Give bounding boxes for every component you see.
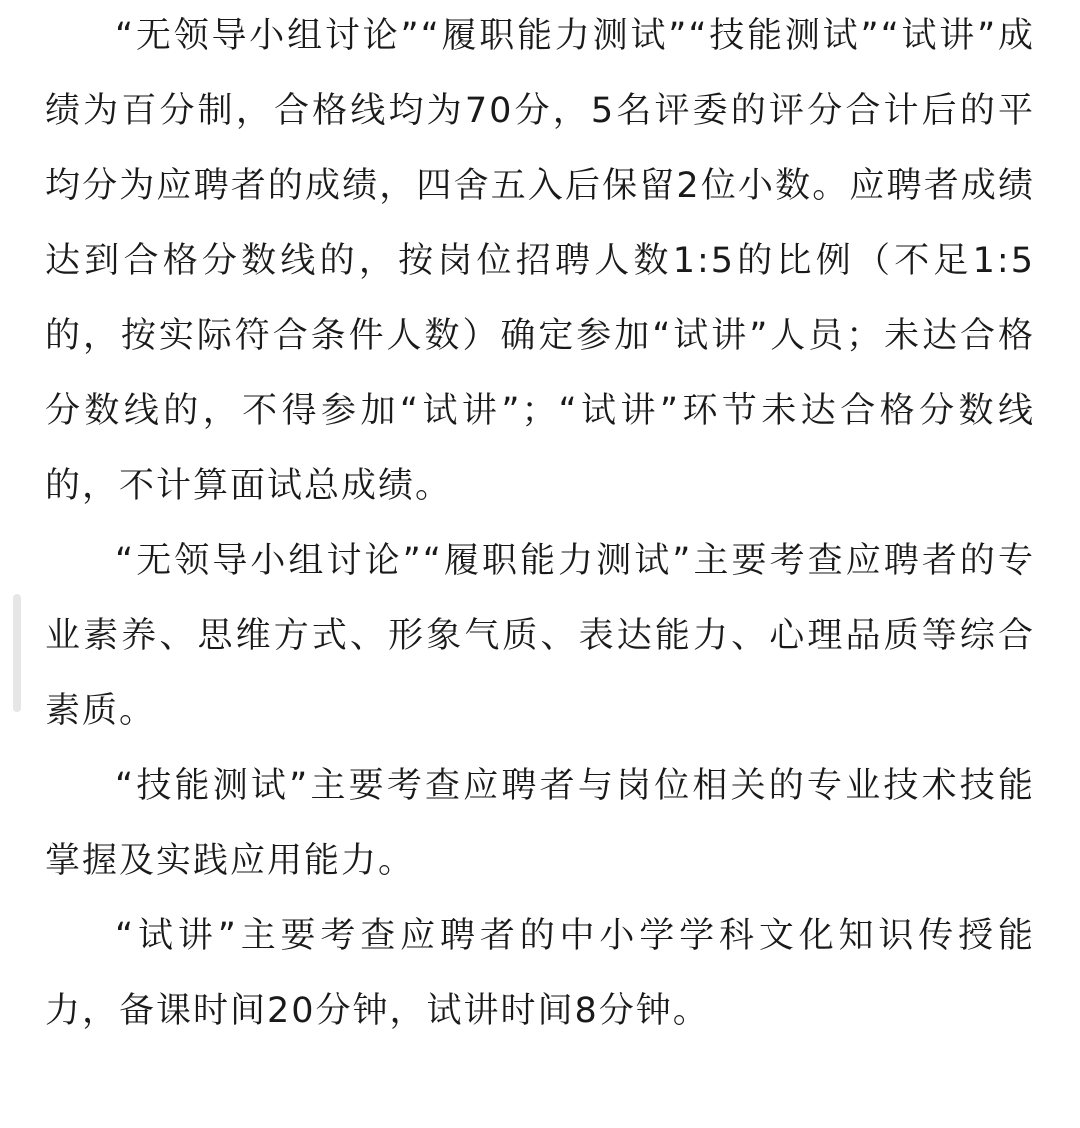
paragraph-skill-test: “技能测试”主要考查应聘者与岗位相关的专业技术技能掌握及实践应用能力。: [45, 766, 1035, 881]
scroll-indicator[interactable]: [13, 594, 21, 712]
paragraph-scoring-rules: “无领导小组讨论”“履职能力测试”“技能测试”“试讲”成绩为百分制，合格线均为70分，5名评委的评分合计后的平均分为应聘者的成绩，四舍五入后保留2位小数。应聘者成绩达到合格分数线的，按岗位招聘人数1:5的比例（不足1:5的，按实际符合条件人数）确定参加“试讲”人员；未达合格分数线的，不得参加“试讲”；“试讲”环节未达合格分数线的，不计算面试总成绩。: [45, 16, 1035, 506]
paragraph-trial-lecture: “试讲”主要考查应聘者的中小学学科文化知识传授能力，备课时间20分钟，试讲时间8分钟。: [45, 916, 1035, 1031]
article-body: [45, 0, 1035, 1049]
paragraph-group-discussion: “无领导小组讨论”“履职能力测试”主要考查应聘者的专业素养、思维方式、形象气质、表达能力、心理品质等综合素质。: [45, 541, 1035, 731]
